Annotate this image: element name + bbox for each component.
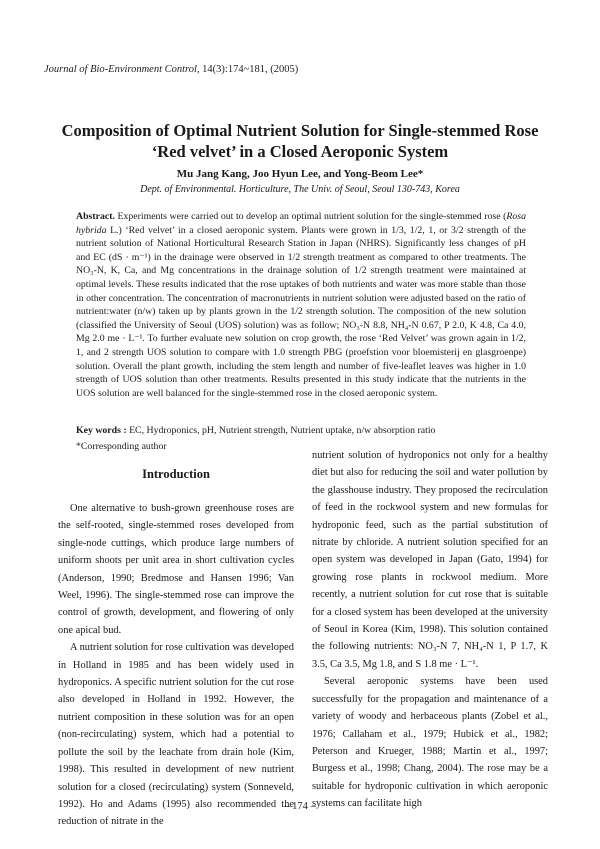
abstract-species: Rosa hybrida [76,211,526,236]
abstract-text-a: Experiments were carried out to develop an optimal nutrient solution for the single-stemmed rose ( [117,211,507,222]
right-paragraph-1: nutrient solution of hydroponics not only for a healthy diet but also for reducing the soil and water pollution by the glasshouse industry. They proposed the recirculation of feed in the rockwool system and new formulas for hydroponic feed, such as the partial substitution of nitrate by chloride. A nutrient solution specified for an open system was developed in Japan (Gato, 1994) for growing rose plants in rockwool medium. More recently, a nutrient solution for cut rose that is suitable for a closed system has been developed at the university of Seoul in Korea (Kim, 1998). This solution contained the following nutrients: NO₃-N 7, NH₄-N 1, P 1.7, K 3.5, Ca 3.5, Mg 1.8, and S 1.8 me · L⁻¹. [312,450,548,670]
abstract-label: Abstract. [76,211,115,222]
abstract-text-b: L.) ‘Red velvet’ in a closed aeroponic system. Plants were grown in 1/3, 1/2, 1, or 3/2 strength of the nutrient solution of National Horticultural Research Station in Japan (NHRS). Significantly less changes of pH and EC (dS · m⁻¹) in the drainage were observed in 1/2 strength treatment as compared to other treatments. The NO₃-N, K, Ca, and Mg concentrations in the drainage solution of 1/2 strength treatment were maintained at optimal levels. These results indicated that the rose uptakes of both nutrients and water was more stable than those in other concentration. The concentration of macronutrients in nutrient solution were adjusted based on the ratio of nutrient:water (n/w) taken up by plants grown in the 1/2 strength solution. The composition of the new solution (classified the University of Seoul (UOS) solution) was as follow; NO₃-N 8.8, NH₄-N 0.67, P 2.0, K 4.8, Ca 4.0, Mg 2.0 me · L⁻¹. To further evaluate new solution on crop growth, the rose ‘Red Velvet’ was grown again in 1/2, 1, and 2 strength UOS solution to compare with 1.0 strength PBG (proefstion voor bloemisterij en glasgroenpe) solution. Overall the plant growth, including the stem length and number of five-leaflet leaves was higher in 1.0 strength of UOS solution than other treatments. Results presented in this study indicate that the nutrients in the UOS solution are well balanced for the single-stemmed rose in the closed aeroponic system. [76,224,526,399]
journal-issue: 14(3):174~181, (2005) [202,64,299,75]
page-number: – 174 – [284,801,316,812]
keywords [76,424,526,437]
title-line-1: Composition of Optimal Nutrient Solution for Single-stemmed Rose [61,121,539,140]
keywords-label: Key words : [76,425,127,436]
left-paragraph-2: A nutrient solution for rose cultivation was developed in Holland in 1985 and has been widely used in hydroponics. A specific nutrient solution for the cut rose also developed in Holland in 1992. However, the nutrient composition in these solution was for an open (non-recirculating) system, which had a potential to pollute the soil by the leachate from drain hole (Kim, 1998). This resulted in development of new nutrient solution for a closed (recirculating) system (Sonneveld, 1992). Ho and Adams (1995) also recommended the reduction of nitrate in the [58,642,294,828]
left-paragraph-1: One alternative to bush-grown greenhouse roses are the self-rooted, single-stemmed roses developed from single-node cuttings, which produce large numbers of uniform shoots per unit area in short cultivation cycles (Anderson, 1990; Bredmose and Hansen 1996; Van Weel, 1996). The single-stemmed rose can improve the control of growth, development, and flowering of only one apical bud. [58,503,294,636]
paper-title [40,120,560,162]
keywords-text: EC, Hydroponics, pH, Nutrient strength, Nutrient uptake, n/w absorption ratio [126,425,436,436]
affiliation: Dept. of Environmental. Horticulture, The Univ. of Seoul, Seoul 130-743, Korea [140,184,460,195]
title-line-2: ‘Red velvet’ in a Closed Aeroponic System [151,142,449,161]
author-list: Mu Jang Kang, Joo Hyun Lee, and Yong-Beom Lee* [176,168,424,180]
section-heading-introduction: Introduction [142,467,210,481]
journal-header [44,64,298,75]
left-column [58,500,294,831]
journal-name: Journal of Bio-Environment Control, [44,64,200,75]
right-column [312,447,548,813]
abstract [76,210,526,400]
right-paragraph-2: Several aeroponic systems have been used successfully for the propagation and maintenance of a variety of woody and herbaceous plants (Zobel et al., 1976; Callaham et al., 1979; Hubick et al., 1982; Peterson and Krueger, 1988; Martin et al., 1997; Burgess et al., 1998; Chang, 2004). The rose may be a suitable for hydroponic cultivation in which aeroponic systems can facilitate high [312,676,548,810]
corresponding-author-note: *Corresponding author [76,441,167,452]
